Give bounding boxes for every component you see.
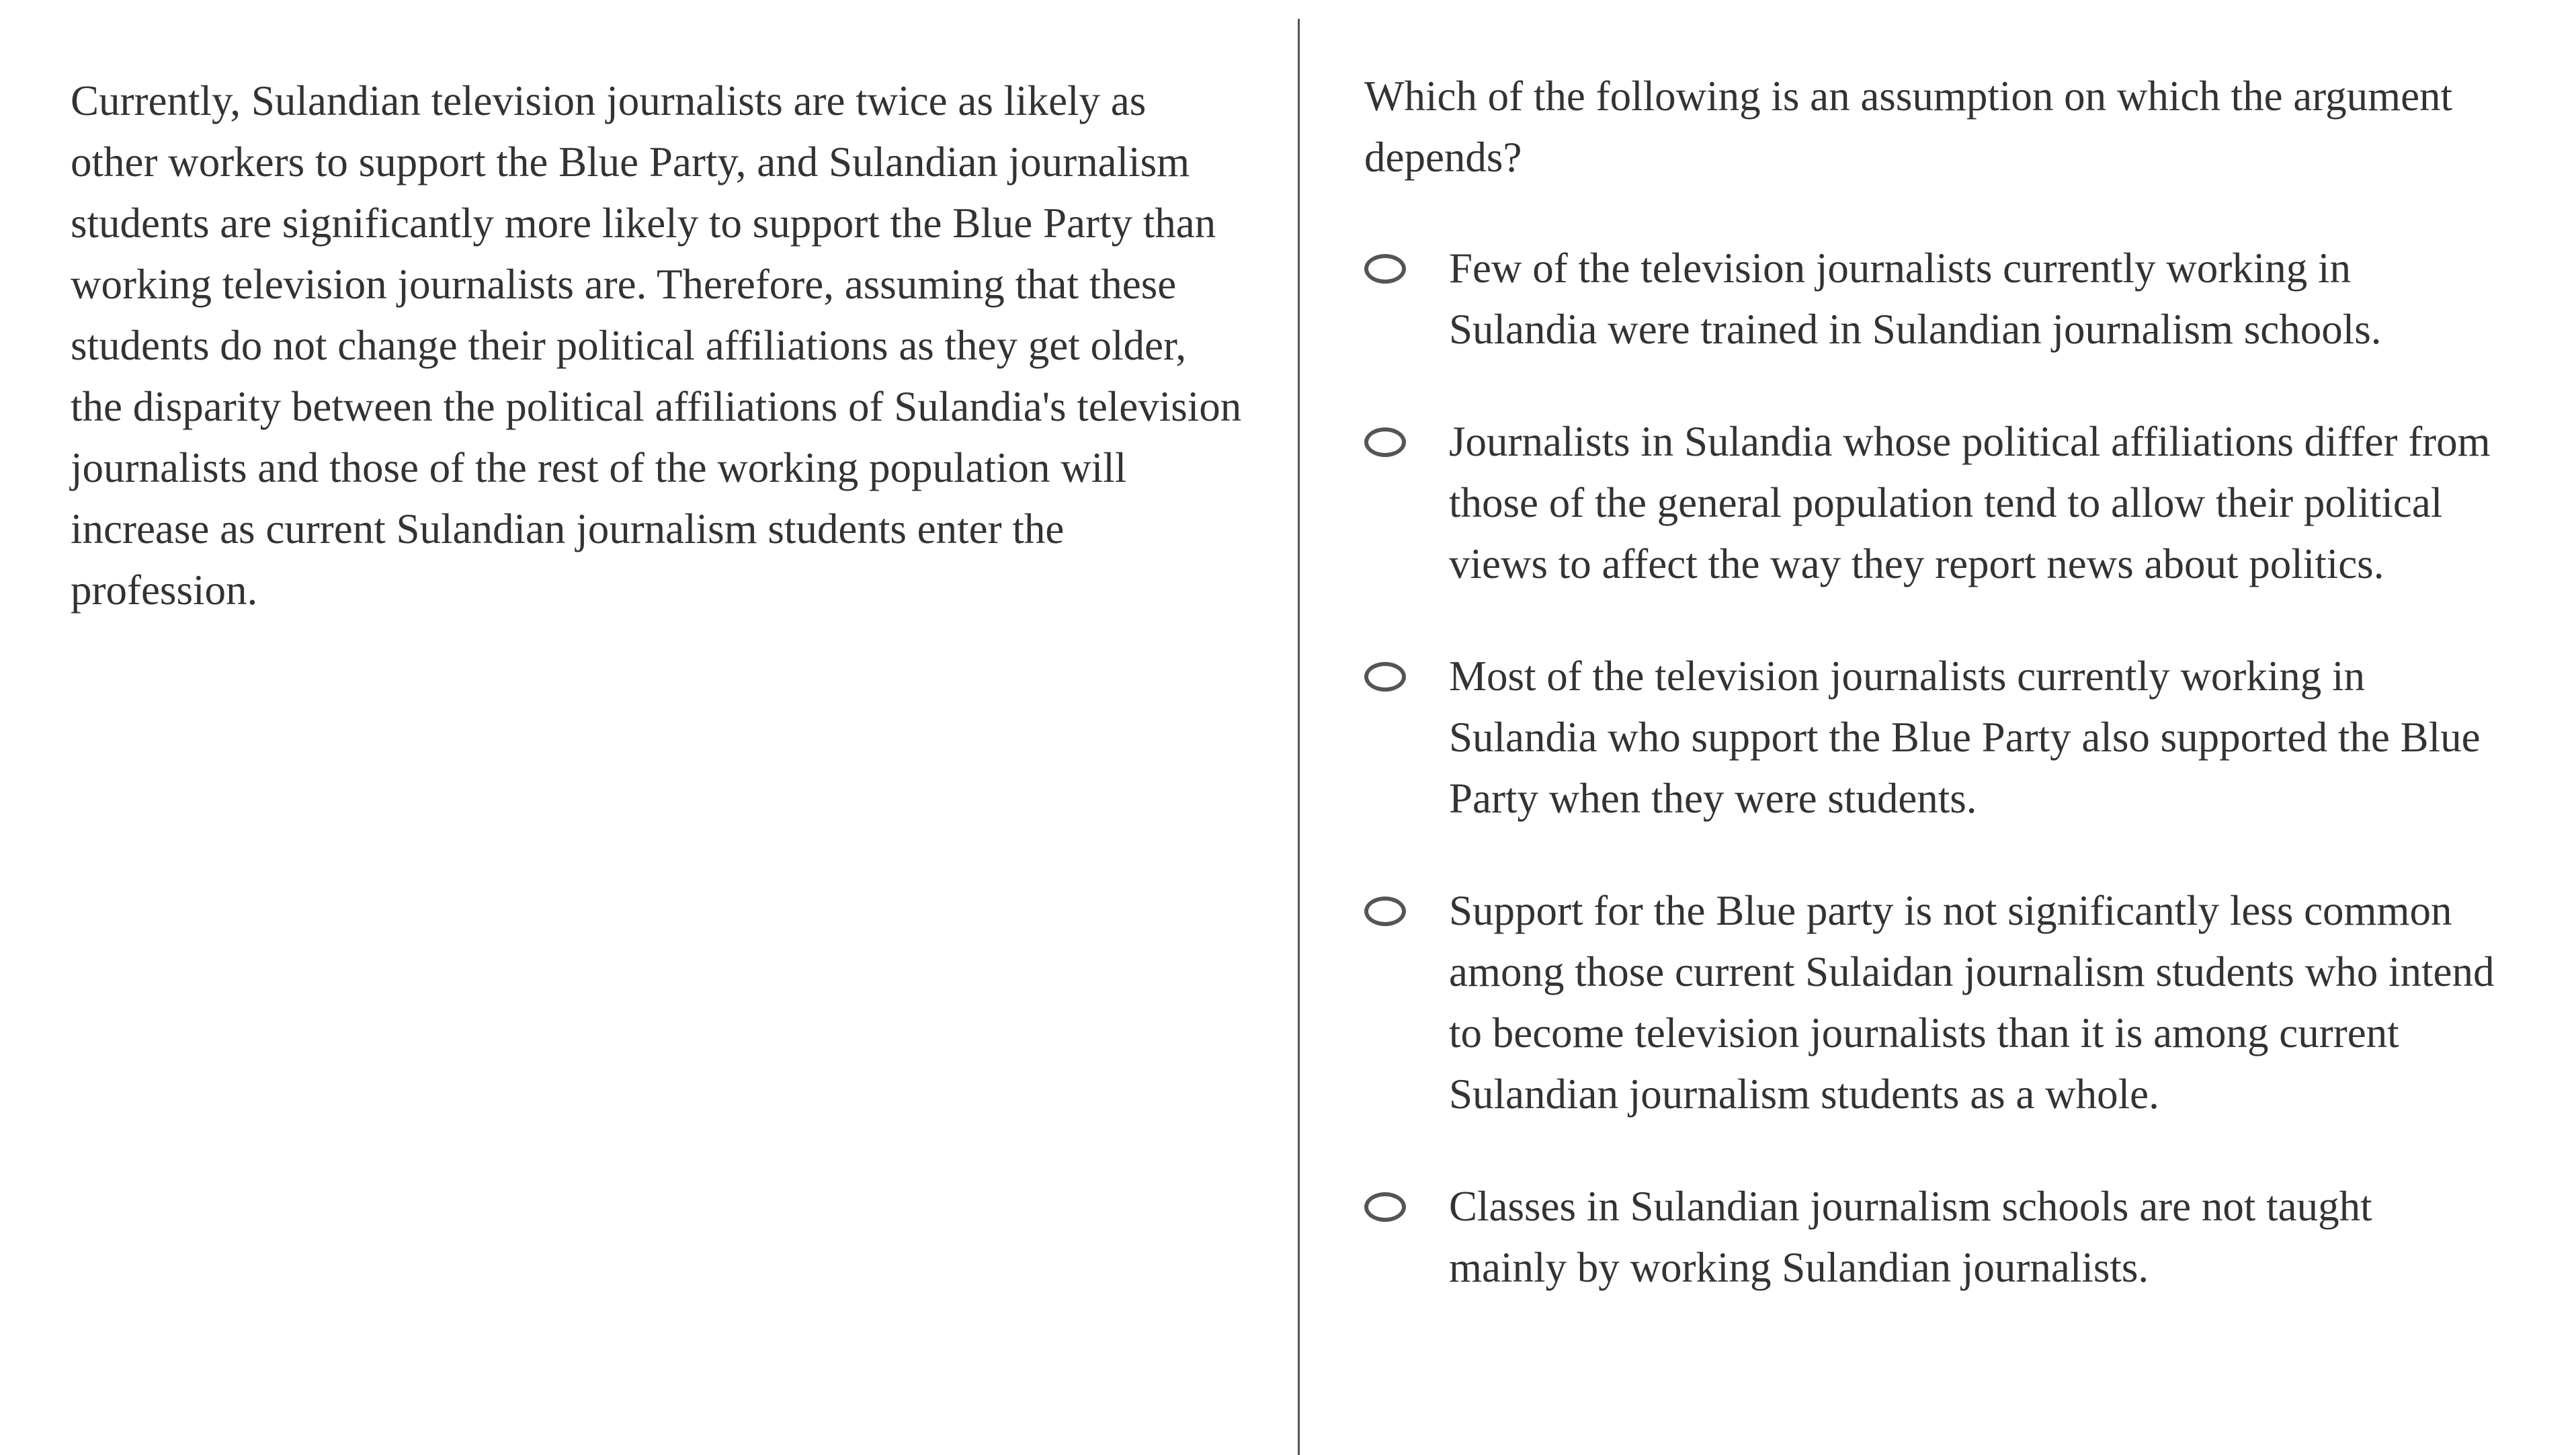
answer-option-e[interactable] <box>1364 1176 2547 1298</box>
answer-option-d[interactable] <box>1364 880 2547 1125</box>
answer-option-b[interactable] <box>1364 411 2547 595</box>
answer-option-b-text[interactable]: Journalists in Sulandia whose political affiliations differ from those of the general population tend to allow their political views to affect the way they report news about politics. <box>1449 418 2491 587</box>
answer-option-a-text[interactable]: Few of the television journalists currently working in Sulandia were trained in Sulandian journalism schools. <box>1449 245 2382 353</box>
answer-option-e-text[interactable]: Classes in Sulandian journalism schools are not taught mainly by working Sulandian journalists. <box>1449 1183 2372 1291</box>
radio-button-a[interactable] <box>1364 254 1406 284</box>
answer-option-c[interactable] <box>1364 646 2547 829</box>
passage-pane <box>71 71 1243 621</box>
question-pane <box>1364 66 2547 1349</box>
answer-option-a[interactable] <box>1364 238 2547 360</box>
radio-button-d[interactable] <box>1364 897 1406 926</box>
answer-option-c-text[interactable]: Most of the television journalists currently working in Sulandia who support the Blue Party also supported the Blue Party when they were students. <box>1449 653 2481 822</box>
question-stem: Which of the following is an assumption on which the argument depends? <box>1364 73 2453 181</box>
pane-divider[interactable] <box>1298 19 1300 1455</box>
radio-button-c[interactable] <box>1364 662 1406 692</box>
passage-text: Currently, Sulandian television journalists are twice as likely as other workers to support the Blue Party, and Sulandian journalism students are significantly more likely to support the Blue Party than working television journalists are. Therefore, assuming that these students do not change their political affiliations as they get older, the disparity between the political affiliations of Sulandia's television journalists and those of the rest of the working population will increase as current Sulandian journalism students enter the profession. <box>71 77 1242 614</box>
answer-option-d-text[interactable]: Support for the Blue party is not significantly less common among those current Sulaidan journalism students who intend to become television journalists than it is among current Sulandian journalism students as a whole. <box>1449 887 2495 1118</box>
radio-button-e[interactable] <box>1364 1192 1406 1222</box>
radio-button-b[interactable] <box>1364 427 1406 457</box>
